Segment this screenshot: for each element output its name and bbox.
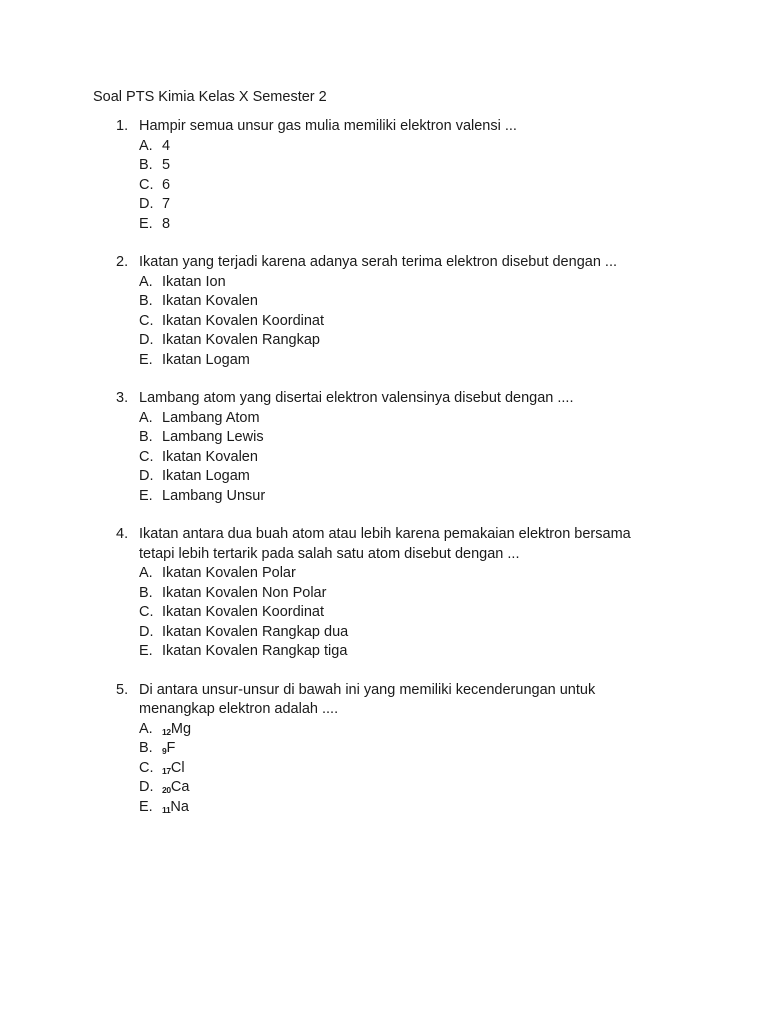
question-number: 3. <box>116 390 129 406</box>
option-letter: D. <box>139 623 154 640</box>
question-text-line: menangkap elektron adalah .... <box>139 701 339 717</box>
answer-options <box>139 409 768 507</box>
option-letter: C. <box>139 759 154 776</box>
option-letter: E. <box>139 487 153 504</box>
option-text: Ikatan Kovalen Non Polar <box>162 584 327 601</box>
option-letter: D. <box>139 779 154 795</box>
option-text: Ikatan Kovalen Polar <box>162 565 296 581</box>
answer-options <box>139 564 768 662</box>
question-text-line: tetapi lebih tertarik pada salah satu atom disebut dengan ... <box>139 545 520 562</box>
question-list <box>0 117 768 836</box>
option-letter: B. <box>139 429 153 445</box>
option-letter: E. <box>139 215 153 232</box>
option-text: 5 <box>162 157 171 173</box>
element-symbol: Ca <box>170 779 190 795</box>
question-text <box>139 681 679 720</box>
option-letter: C. <box>139 604 154 620</box>
option-text: Lambang Atom <box>162 409 260 426</box>
option-text: Ikatan Kovalen Koordinat <box>162 312 325 329</box>
option-text: 4 <box>162 137 171 154</box>
option-d <box>139 623 768 643</box>
option-letter: A. <box>139 273 153 290</box>
question-text-line: Ikatan yang terjadi karena adanya serah terima elektron disebut dengan ... <box>139 254 617 270</box>
option-e <box>139 642 768 662</box>
answer-options <box>139 720 768 818</box>
option-text: Ikatan Kovalen Rangkap dua <box>162 623 349 640</box>
option-text: Ikatan Kovalen Rangkap <box>162 332 320 348</box>
option-e <box>139 351 768 371</box>
question-text-line: Ikatan antara dua buah atom atau lebih karena pemakaian elektron bersama <box>139 526 631 542</box>
question-text <box>139 389 679 409</box>
option-text: Ikatan Kovalen Koordinat <box>162 604 325 620</box>
option-letter: C. <box>139 312 154 329</box>
option-text: Ikatan Kovalen Rangkap tiga <box>162 643 348 659</box>
option-text: Lambang Unsur <box>162 487 266 504</box>
option-b <box>139 584 768 604</box>
option-letter: A. <box>139 720 153 737</box>
question-number: 1. <box>116 118 129 134</box>
element-notation <box>162 798 189 821</box>
option-text: Lambang Lewis <box>162 429 264 445</box>
question-text <box>139 525 679 564</box>
option-text: Ikatan Logam <box>162 468 250 484</box>
option-e <box>139 487 768 507</box>
option-letter: E. <box>139 798 153 815</box>
option-b <box>139 156 768 176</box>
option-letter: D. <box>139 196 154 212</box>
option-c <box>139 312 768 332</box>
option-a <box>139 409 768 429</box>
option-a <box>139 273 768 293</box>
atomic-number: 17 <box>162 765 171 776</box>
question-number: 4. <box>116 526 129 542</box>
option-c <box>139 176 768 196</box>
option-letter: D. <box>139 332 154 348</box>
option-text: 8 <box>162 215 171 232</box>
atomic-number: 12 <box>162 726 171 737</box>
atomic-number: 9 <box>162 746 167 756</box>
question-text <box>139 253 679 273</box>
option-c <box>139 759 768 779</box>
question-number: 5. <box>116 681 129 698</box>
atomic-number: 20 <box>162 785 171 795</box>
element-symbol: F <box>166 740 176 756</box>
question-5 <box>0 681 768 818</box>
question-number: 2. <box>116 254 129 270</box>
option-letter: E. <box>139 351 153 368</box>
element-symbol: Mg <box>170 720 192 737</box>
option-b <box>139 739 768 759</box>
option-letter: B. <box>139 584 153 601</box>
option-c <box>139 603 768 623</box>
option-text: 7 <box>162 196 171 212</box>
option-b <box>139 292 768 312</box>
option-text: Ikatan Logam <box>162 351 250 368</box>
question-1 <box>0 117 768 234</box>
element-symbol: Cl <box>170 759 185 776</box>
option-a <box>139 137 768 157</box>
option-text: Ikatan Ion <box>162 273 226 290</box>
option-c <box>139 448 768 468</box>
option-letter: B. <box>139 293 153 309</box>
option-letter: A. <box>139 565 153 581</box>
question-text <box>139 117 679 137</box>
option-letter: D. <box>139 468 154 484</box>
element-symbol: Na <box>170 798 189 815</box>
option-a <box>139 564 768 584</box>
question-3 <box>0 389 768 506</box>
atomic-number: 11 <box>162 804 171 815</box>
option-letter: B. <box>139 740 153 756</box>
option-a <box>139 720 768 740</box>
option-d <box>139 195 768 215</box>
question-text-line: Lambang atom yang disertai elektron valensinya disebut dengan .... <box>139 390 574 406</box>
answer-options <box>139 137 768 235</box>
option-letter: A. <box>139 137 153 154</box>
option-d <box>139 467 768 487</box>
option-letter: A. <box>139 409 153 426</box>
question-4 <box>0 525 768 662</box>
option-letter: E. <box>139 643 153 659</box>
question-text-line: Di antara unsur-unsur di bawah ini yang memiliki kecenderungan untuk <box>139 681 596 698</box>
option-d <box>139 778 768 798</box>
option-b <box>139 428 768 448</box>
option-letter: C. <box>139 176 154 193</box>
option-text: 6 <box>162 176 171 193</box>
option-letter: C. <box>139 448 154 465</box>
option-d <box>139 331 768 351</box>
answer-options <box>139 273 768 371</box>
option-letter: B. <box>139 157 153 173</box>
option-e <box>139 798 768 818</box>
question-2 <box>0 253 768 370</box>
question-text-line: Hampir semua unsur gas mulia memiliki elektron valensi ... <box>139 118 517 134</box>
option-e <box>139 215 768 235</box>
option-text: Ikatan Kovalen <box>162 448 258 465</box>
option-text: Ikatan Kovalen <box>162 293 258 309</box>
document-title: Soal PTS Kimia Kelas X Semester 2 <box>93 89 327 105</box>
